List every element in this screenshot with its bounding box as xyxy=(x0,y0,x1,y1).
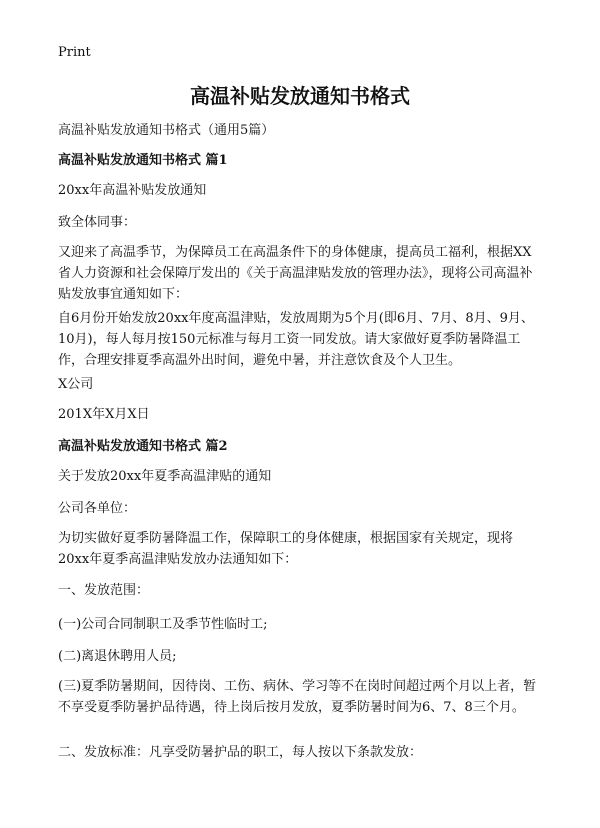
notice-title-1: 20xx年高温补贴发放通知 xyxy=(58,183,207,198)
company-name: X公司 xyxy=(58,377,94,392)
paragraph-1-1: 又迎来了高温季节，为保障员工在高温条件下的身体健康，提高员工福利，根据XX省人力资源和社会保障厅发出的《关于高温津贴发放的管理办法》，现将公司高温补贴发放事宜通知如下： xyxy=(58,245,533,302)
salutation-1: 致全体同事： xyxy=(58,215,137,230)
list-item-1: (一)公司合同制职工及季节性临时工; xyxy=(58,617,268,632)
page-title: 高温补贴发放通知书格式 xyxy=(190,84,410,108)
notice-title-2: 关于发放20xx年夏季高温津贴的通知 xyxy=(58,469,272,484)
list-item-2: (二)离退休聘用人员; xyxy=(58,649,177,664)
section-heading-2: 高温补贴发放通知书格式 篇2 xyxy=(58,439,228,454)
salutation-2: 公司各单位： xyxy=(58,501,137,516)
list-item-3: (三)夏季防暑期间，因待岗、工伤、病休、学习等不在岗时间超过两个月以上者，暂不享受夏季防暑护品待遇，待上岗后按月发放，夏季防暑时间为6、7、8三个月。 xyxy=(58,679,537,715)
section-1-heading: 一、发放范围： xyxy=(58,583,150,598)
paragraph-2-1: 为切实做好夏季防暑降温工作，保障职工的身体健康，根据国家有关规定，现将20xx年夏季高温津贴发放办法通知如下： xyxy=(58,531,514,567)
section-2-heading: 二、发放标准：凡享受防暑护品的职工，每人按以下条款发放： xyxy=(58,745,423,760)
document-date: 201X年X月X日 xyxy=(58,407,150,422)
paragraph-1-2: 自6月份开始发放20xx年度高温津贴，发放周期为5个月(即6月、7月、8月、9月、10月)，每人每月按150元标准与每月工资一同发放。请大家做好夏季防暑降温工作，合理安排夏季高温外出时间，避免中暑，并注意饮食及个人卫生。 xyxy=(58,311,534,368)
document-subtitle: 高温补贴发放通知书格式（通用5篇） xyxy=(58,123,275,138)
print-label: Print xyxy=(58,45,91,60)
section-heading-1: 高温补贴发放通知书格式 篇1 xyxy=(58,153,228,168)
